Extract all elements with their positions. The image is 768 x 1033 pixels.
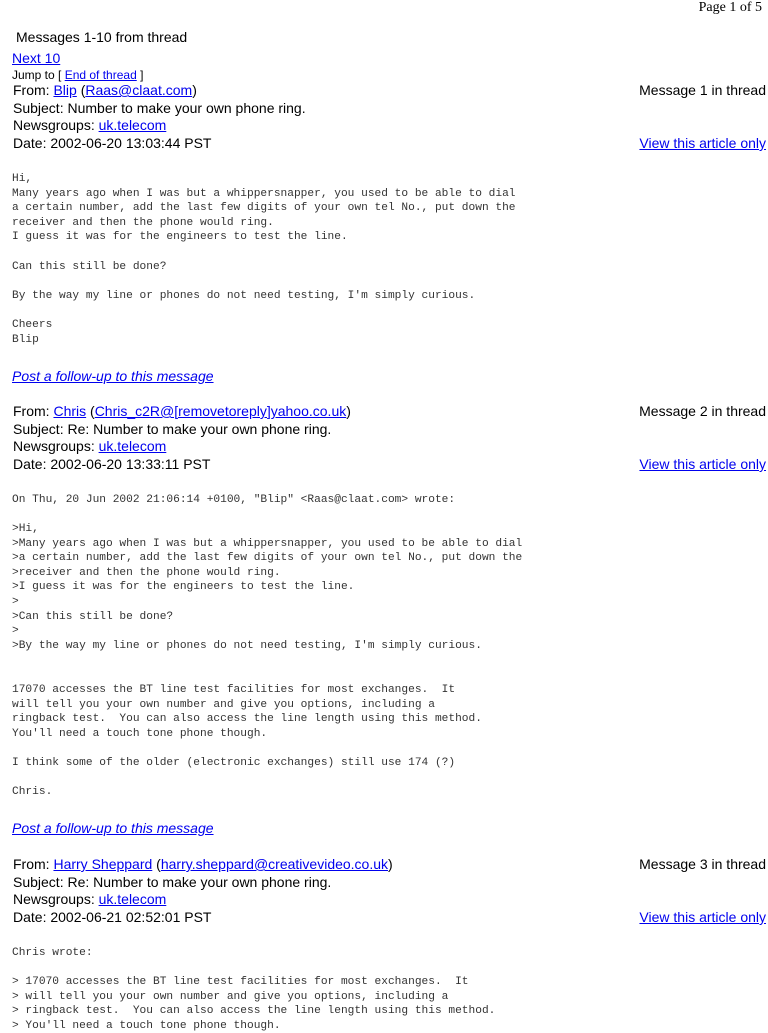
view-article-only-link[interactable]: View this article only (639, 909, 766, 925)
open-paren: ( (76, 82, 86, 98)
next-10-link[interactable]: Next 10 (12, 50, 61, 66)
view-article-only-link[interactable]: View this article only (639, 456, 766, 472)
quoted-text: > 17070 accesses the BT line test facilities for most exchanges. It > will tell you your own number and give you options, including a > ringback test. You can also access the line length using this method. > You'll need a touch tone phone though. (12, 976, 496, 1032)
close-paren: ) (388, 856, 393, 872)
close-paren: ) (346, 403, 351, 419)
quote-intro: On Thu, 20 Jun 2002 21:06:14 +0100, "Blip" <Raas@claat.com> wrote: (12, 494, 456, 506)
close-paren: ) (192, 82, 197, 98)
author-name-link[interactable]: Blip (53, 82, 77, 98)
newsgroups-label: Newsgroups: (13, 117, 99, 133)
author-name-link[interactable]: Harry Sheppard (53, 856, 153, 872)
subject-label: Subject: (13, 100, 68, 116)
message-1 (0, 82, 768, 384)
author-name-link[interactable]: Chris (53, 403, 87, 419)
newsgroups-line (13, 891, 166, 907)
thread-position: Message 3 in thread (639, 856, 766, 872)
from-label: From: (13, 403, 54, 419)
date-line (13, 135, 211, 151)
newsgroup-link[interactable]: uk.telecom (98, 438, 167, 454)
date-line (13, 456, 210, 472)
jump-prefix: Jump to [ (12, 68, 65, 82)
message-header (0, 82, 768, 152)
author-email-link[interactable]: Raas@claat.com (85, 82, 193, 98)
end-of-thread-link[interactable]: End of thread (64, 68, 137, 82)
message-header (0, 856, 768, 926)
message-3 (0, 856, 768, 1032)
date-line (13, 909, 211, 925)
from-line (13, 403, 351, 419)
post-followup-link[interactable]: Post a follow-up to this message (12, 820, 214, 836)
open-paren: ( (152, 856, 161, 872)
author-email-link[interactable]: Chris_c2R@[removetoreply]yahoo.co.uk (94, 403, 347, 419)
subject-label: Subject: (13, 421, 68, 437)
subject-line (13, 100, 306, 116)
newsgroups-label: Newsgroups: (13, 891, 99, 907)
subject-text: Re: Number to make your own phone ring. (67, 874, 332, 890)
subject-line (13, 421, 331, 437)
view-article-only-link[interactable]: View this article only (639, 135, 766, 151)
newsgroup-link[interactable]: uk.telecom (98, 117, 167, 133)
thread-position: Message 1 in thread (639, 82, 766, 98)
quoted-text: >Hi, >Many years ago when I was but a whippersnapper, you used to be able to dial >a certain number, add the last few digits of your own tel No., put down the >receiver and then the phone would ring. >I guess it was for the engineers to test the line. > >Can this still be done? > >By the way my line or phones do not need testing, I'm simply curious. (12, 523, 523, 652)
date-label: Date: (13, 456, 51, 472)
date-label: Date: (13, 135, 51, 151)
subject-label: Subject: (13, 874, 68, 890)
page-number: Page 1 of 5 (698, 0, 762, 15)
newsgroup-link[interactable]: uk.telecom (98, 891, 167, 907)
jump-suffix: ] (136, 68, 144, 82)
subject-line (13, 874, 331, 890)
date-text: 2002-06-20 13:03:44 PST (50, 135, 212, 151)
quote-intro: Chris wrote: (12, 947, 93, 959)
message-body: 17070 accesses the BT line test facilities for most exchanges. It will tell you your own number and give you options, including a ringback test. You can also access the line length using this method. You'll need a touch tone phone though. I think some of the older (electronic exchanges) still use 174 (?) Chris. (12, 684, 482, 799)
message-header (0, 403, 768, 473)
from-line (13, 82, 197, 98)
message-2 (0, 403, 768, 836)
date-text: 2002-06-21 02:52:01 PST (50, 909, 212, 925)
from-label: From: (13, 82, 54, 98)
thread-title: Messages 1-10 from thread (16, 29, 188, 45)
subject-text: Re: Number to make your own phone ring. (67, 421, 332, 437)
jump-to-nav (12, 68, 143, 82)
message-body: Hi, Many years ago when I was but a whippersnapper, you used to be able to dial a certain number, add the last few digits of your own tel No., put down the receiver and then the phone would ring. I guess it was for the engineers to test the line. Can this still be done? By the way my line or phones do not need testing, I'm simply curious. Cheers Blip (12, 173, 516, 346)
from-label: From: (13, 856, 54, 872)
newsgroups-line (13, 117, 166, 133)
post-followup-link[interactable]: Post a follow-up to this message (12, 368, 214, 384)
date-label: Date: (13, 909, 51, 925)
from-line (13, 856, 393, 872)
newsgroups-line (13, 438, 166, 454)
subject-text: Number to make your own phone ring. (67, 100, 306, 116)
author-email-link[interactable]: harry.sheppard@creativevideo.co.uk (160, 856, 389, 872)
thread-position: Message 2 in thread (639, 403, 766, 419)
date-text: 2002-06-20 13:33:11 PST (50, 456, 211, 472)
open-paren: ( (86, 403, 95, 419)
newsgroups-label: Newsgroups: (13, 438, 99, 454)
